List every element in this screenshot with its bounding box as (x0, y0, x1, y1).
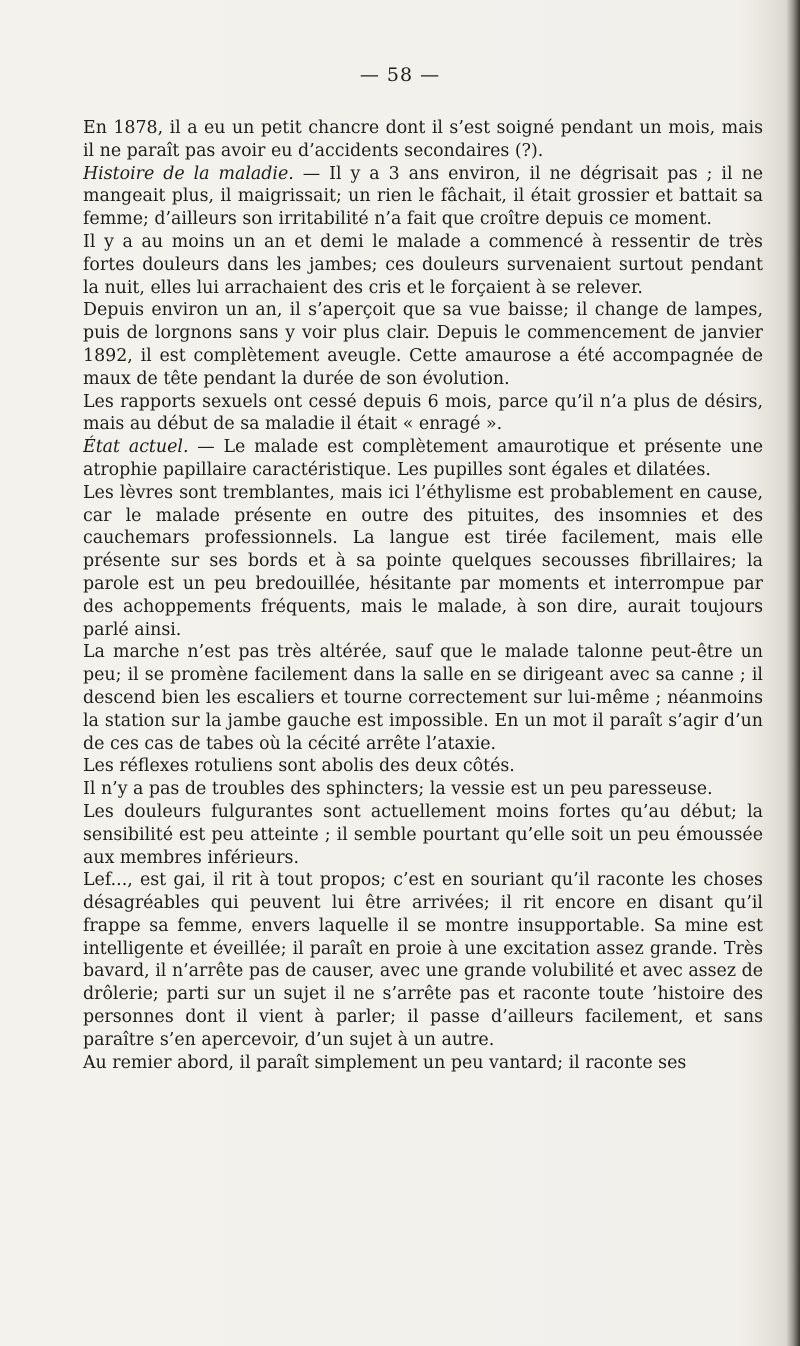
paragraph (83, 299, 763, 390)
paragraph-text: Au remier abord, il paraît simplement un peu vantard; il raconte ses (83, 1052, 687, 1073)
paragraph (83, 231, 763, 299)
paragraph (83, 117, 763, 163)
paragraph-text: — Il y a 3 ans environ, il ne dégrisait pas ; il ne mangeait plus, il maigrissait; un rien le fâchait, il était grossier et battait sa femme; d’ailleurs son irritabilité n’a fait que croître depuis ce moment. (83, 163, 763, 230)
paragraph-text: Depuis environ un an, il s’aperçoit que sa vue baisse; il change de lampes, puis de lorgnons sans y voir plus clair. Depuis le commencement de janvier 1892, il est complètement aveugle. Cette amaurose a été accompagnée de maux de tête pendant la durée de son évolution. (83, 300, 763, 389)
paragraph-text: Les rapports sexuels ont cessé depuis 6 mois, parce qu’il n’a plus de désirs, mais au début de sa maladie il était « enragé ». (83, 391, 763, 435)
paragraph (83, 801, 763, 869)
page-number: — 58 — (359, 64, 441, 86)
paragraph-text: Les réflexes rotuliens sont abolis des deux côtés. (83, 756, 515, 777)
paragraph-text: — Le malade est complètement amaurotique et présente une atrophie papillaire caractéristique. Les pupilles sont égales et dilatées. (83, 437, 763, 480)
paragraph (83, 482, 763, 642)
paragraph-text: En 1878, il a eu un petit chancre dont il s’est soigné pendant un mois, mais il ne paraît pas avoir eu d’accidents secondaires (?). (83, 118, 763, 161)
paragraph (83, 869, 763, 1051)
paragraph (83, 391, 763, 437)
paragraph-text: La marche n’est pas très altérée, sauf que le malade talonne peut-être un peu; il se promène facilement dans la salle en se dirigeant avec sa canne ; il descend bien les escaliers et tourne correctement sur lui-même ; néanmoins la station sur la jambe gauche est impossible. En un mot il paraît s’agir d’un de ces cas de tabes où la cécité arrête l’ataxie. (83, 642, 763, 754)
section-heading: État actuel. (83, 437, 189, 458)
paragraph (83, 436, 763, 482)
paragraph-text: Les lèvres sont tremblantes, mais ici l’éthylisme est probablement en cause, car le malade présente en outre des pituites, des insomnies et des cauchemars professionnels. La langue est tirée facilement, mais elle présente sur ses bords et à sa pointe quelques secousses fibrillaires; la parole est un peu bredouillée, hésitante par moments et interrompue par des achoppements fréquents, mais le malade, à son dire, aurait toujours parlé ainsi. (83, 482, 763, 640)
page-binding-edge (786, 0, 800, 1346)
paragraph-text: Il n’y a pas de troubles des sphincters; la vessie est un peu paresseuse. (83, 779, 713, 800)
paragraph (83, 641, 763, 755)
paragraph (83, 755, 763, 778)
paragraph (83, 1052, 763, 1075)
paragraph (83, 778, 763, 801)
section-heading: Histoire de la maladie. (83, 163, 294, 184)
paragraph-text: Les douleurs fulgurantes sont actuellement moins fortes qu’au début; la sensibilité est peu atteinte ; il semble pourtant qu’elle soit un peu émoussée aux membres inférieurs. (83, 801, 763, 868)
paragraph (83, 163, 763, 231)
body-text (83, 117, 763, 1074)
paragraph-text: Il y a au moins un an et demi le malade a commencé à ressentir de très fortes douleurs dans les jambes; ces douleurs survenaient surtout pendant la nuit, elles lui arrachaient des cris et le forçaient à se relever. (83, 231, 763, 298)
paragraph-text: Lef..., est gai, il rit à tout propos; c’est en souriant qu’il raconte les choses désagréables qui peuvent lui être arrivées; il rit encore en disant qu’il frappe sa femme, envers laquelle il se montre insupportable. Sa mine est intelligente et éveillée; il paraît en proie à une excitation assez grande. Très bavard, il n’arrête pas de causer, avec une grande volubilité et avec assez de drôlerie; parti sur un sujet il ne s’arrête pas et raconte toute ’histoire des personnes dont il vient à parler; il passe d’ailleurs facilement, et sans paraître s’en apercevoir, d’un sujet à un autre. (83, 870, 763, 1050)
